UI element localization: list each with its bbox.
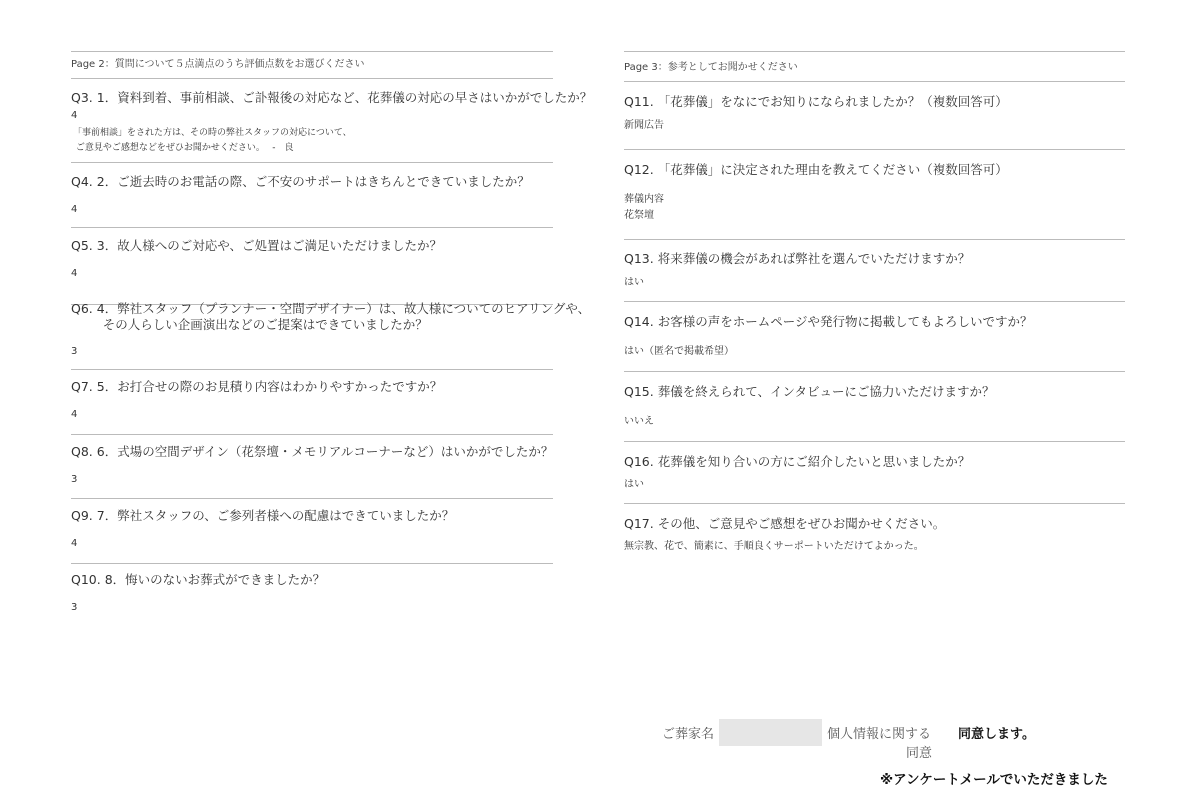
question-text: Q16. 花葬儀を知り合いの方にご紹介したいと思いましたか？	[624, 454, 971, 469]
answer-value: いいえ	[624, 416, 654, 427]
privacy-consent-label-line2: 同意	[906, 746, 933, 761]
answer-value: 3	[71, 474, 78, 485]
question-text: Q8. 6．式場の空間デザイン（花祭壇・メモリアルコーナーなど）はいかがでしたか？	[71, 444, 554, 459]
answer-value: 3	[71, 602, 78, 613]
question-q6	[71, 301, 591, 370]
question-text: Q13. 将来葬儀の機会があれば弊社を選んでいただけますか？	[624, 251, 971, 266]
question-text: Q6. 4．弊社スタッフ（プランナー・空間デザイナー）は、故人様についてのヒアリングや、 その人らしい企画演出などのご提案はできていましたか？	[71, 301, 591, 332]
answer-value: 4	[71, 268, 78, 279]
question-text: Q12. 「花葬儀」に決定された理由を教えてください（複数回答可）	[624, 162, 1008, 177]
question-text: Q4. 2．ご逝去時のお電話の際、ご不安のサポートはきちんとできていましたか？	[71, 174, 530, 189]
question-q15	[624, 372, 1125, 442]
question-q17	[624, 504, 1125, 564]
page-2-section	[71, 51, 593, 624]
answer-value: 4	[71, 538, 78, 549]
question-q3	[71, 79, 593, 163]
question-q13	[624, 240, 1125, 302]
question-text: Q3. 1．資料到着、事前相談、ご訃報後の対応など、花葬儀の対応の早さはいかがでしたか？	[71, 90, 593, 105]
answer-value: はい	[624, 277, 644, 288]
question-text: Q15. 葬儀を終えられて、インタビューにご協力いただけますか？	[624, 384, 995, 399]
family-name-field	[719, 719, 822, 746]
answer-value: 4	[71, 110, 78, 121]
question-text: Q17. その他、ご意見やご感想をぜひお聞かせください。	[624, 516, 946, 531]
question-q16	[624, 442, 1125, 504]
page-2-header: Page 2：質問について５点満点のうち評価点数をお選びください	[71, 51, 553, 79]
source-footnote: ※アンケートメールでいただきました	[880, 772, 1108, 788]
answer-note: 「事前相談」をされた方は、その時の弊社スタッフの対応について、 ご意見やご感想などをぜひお聞かせください。 - 良	[73, 128, 352, 153]
answer-value: 新聞広告	[624, 120, 664, 131]
question-q9	[71, 499, 553, 564]
answer-value: 3	[71, 346, 78, 357]
answer-value: 4	[71, 204, 78, 215]
question-text: Q9. 7．弊社スタッフの、ご参列者様への配慮はできていましたか？	[71, 508, 455, 523]
question-q5	[71, 228, 553, 305]
answer-value: 無宗教、花で、簡素に、手順良くサーポートいただけてよかった。	[624, 541, 924, 552]
question-q12	[624, 150, 1125, 240]
question-text: Q7. 5．お打合せの際のお見積り内容はわかりやすかったですか？	[71, 379, 443, 394]
answer-value: はい（匿名で掲載希望）	[624, 346, 734, 357]
question-q4	[71, 163, 553, 228]
page-3-header: Page 3：参考としてお聞かせください	[624, 51, 1125, 82]
question-q8	[71, 435, 553, 499]
question-text: Q14. お客様の声をホームページや発行物に掲載してもよろしいですか？	[624, 314, 1033, 329]
privacy-consent-label: 個人情報に関する	[827, 727, 932, 742]
question-q14	[624, 302, 1125, 372]
question-q7	[71, 370, 553, 435]
answer-value: はい	[624, 479, 644, 490]
question-text: Q5. 3．故人様へのご対応や、ご処置はご満足いただけましたか？	[71, 238, 442, 253]
privacy-consent-value: 同意します。	[958, 727, 1035, 742]
question-text: Q10. 8．悔いのないお葬式ができましたか？	[71, 572, 326, 587]
family-name-label: ご葬家名	[662, 727, 715, 742]
answer-value: 葬儀内容 花祭壇	[624, 194, 664, 221]
question-q10	[71, 564, 553, 624]
question-text: Q11. 「花葬儀」をなにでお知りになられましたか？（複数回答可）	[624, 94, 1008, 109]
page-3-section	[624, 51, 1125, 564]
answer-value: 4	[71, 409, 78, 420]
question-q11	[624, 82, 1125, 150]
